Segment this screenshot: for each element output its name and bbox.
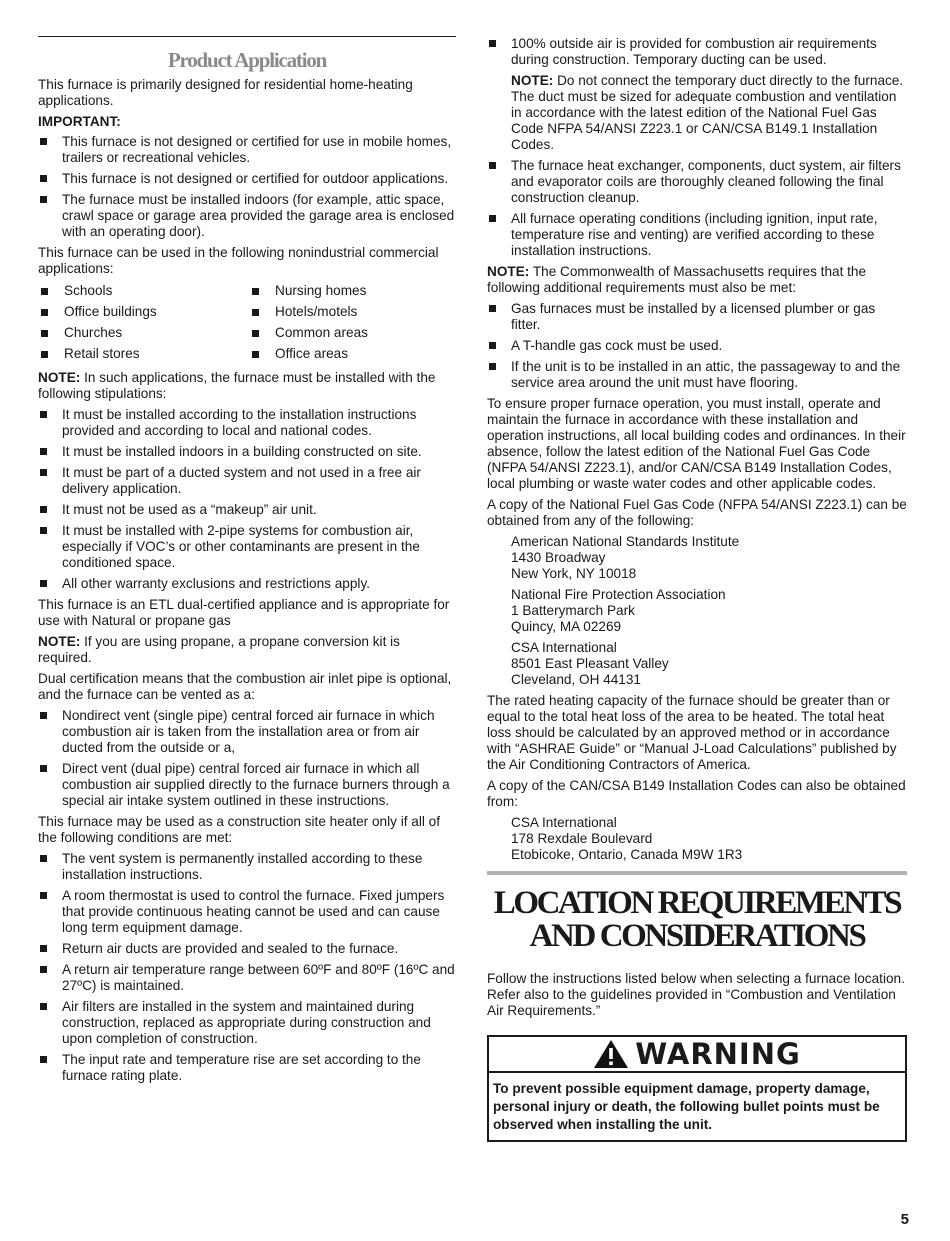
list-item: Air filters are installed in the system and maintained during construction, replaced as appropriate during construction and upon completion of construction. xyxy=(38,999,456,1047)
list-item: Office buildings xyxy=(38,304,249,320)
list-item: Office areas xyxy=(249,346,456,362)
fuel-gas-code-paragraph: A copy of the National Fuel Gas Code (NFPA 54/ANSI Z223.1) can be obtained from any of the following: xyxy=(487,497,907,528)
warning-label: WARNING xyxy=(635,1037,801,1071)
address-nfpa: National Fire Protection Association 1 Batterymarch Park Quincy, MA 02269 xyxy=(511,587,726,634)
bullet-icon xyxy=(41,288,48,295)
intro-paragraph: This furnace is primarily designed for residential home-heating applications. xyxy=(38,77,413,108)
bullet-icon xyxy=(40,506,47,513)
list-item: It must be installed with 2-pipe systems for combustion air, especially if VOC’s or other contaminants are present in the conditioned space. xyxy=(38,523,456,571)
bullet-icon xyxy=(252,288,259,295)
list-item: It must be part of a ducted system and not used in a free air delivery application. xyxy=(38,465,456,497)
commercial-applications-grid xyxy=(38,283,456,362)
important-list xyxy=(38,134,456,240)
list-item: The furnace must be installed indoors (for example, attic space, crawl space or garage area provided the garage area is enclosed with an operating door). xyxy=(38,192,456,240)
list-item: All other warranty exclusions and restrictions apply. xyxy=(38,576,456,592)
bullet-icon xyxy=(489,162,496,169)
warning-text: To prevent possible equipment damage, property damage, personal injury or death, the following bullet points must be observed when installing the unit. xyxy=(493,1081,880,1132)
list-item: If the unit is to be installed in an attic, the passageway to and the service area around the unit must have flooring. xyxy=(487,359,907,391)
list-item: The vent system is permanently installed according to these installation instructions. xyxy=(38,851,456,883)
list-item: The input rate and temperature rise are set according to the furnace rating plate. xyxy=(38,1052,456,1084)
list-item: Churches xyxy=(38,325,249,341)
bullet-icon xyxy=(40,1056,47,1063)
bullet-icon xyxy=(40,712,47,719)
bullet-icon xyxy=(252,351,259,358)
bullet-icon xyxy=(489,305,496,312)
massachusetts-list xyxy=(487,301,907,391)
list-item: Return air ducts are provided and sealed to the furnace. xyxy=(38,941,456,957)
address-ansi: American National Standards Institute 1430 Broadway New York, NY 10018 xyxy=(511,534,740,581)
list-item: Hotels/motels xyxy=(249,304,456,320)
construction-site-paragraph: This furnace may be used as a construction site heater only if all of the following conditions are met: xyxy=(38,814,440,845)
bullet-icon xyxy=(489,40,496,47)
location-requirements-title: LOCATION REQUIREMENTS AND CONSIDERATIONS xyxy=(493,885,901,954)
follow-instructions-paragraph: Follow the instructions listed below when selecting a furnace location. Refer also to the guidelines provided in “Combustion and Ventilation Air Requirements.” xyxy=(487,971,905,1018)
important-label: IMPORTANT: xyxy=(38,114,121,129)
note-propane: NOTE: If you are using propane, a propane conversion kit is required. xyxy=(38,634,400,665)
list-item: It must not be used as a “makeup” air unit. xyxy=(38,502,456,518)
stipulations-list xyxy=(38,407,456,592)
list-item: The furnace heat exchanger, components, duct system, air filters and evaporator coils are thoroughly cleaned following the final construction cleanup. xyxy=(487,158,907,206)
bullet-icon xyxy=(40,1003,47,1010)
list-item: Nursing homes xyxy=(249,283,456,299)
proper-operation-paragraph: To ensure proper furnace operation, you must install, operate and maintain the furnace in accordance with these installation and operation instructions, all local building codes and ordinances. In their absence, follow the latest edition of the National Fuel Gas Code (NFPA 54/ANSI Z223.1), and/or CAN/CSA B149 Installation Codes, local plumbing or waste water codes and other applicable codes. xyxy=(487,396,906,491)
bullet-icon xyxy=(40,945,47,952)
bullet-icon xyxy=(40,138,47,145)
list-item: It must be installed according to the installation instructions provided and according to local and national codes. xyxy=(38,407,456,439)
bullet-icon xyxy=(40,448,47,455)
list-item: Gas furnaces must be installed by a licensed plumber or gas fitter. xyxy=(487,301,907,333)
bullet-icon xyxy=(489,363,496,370)
csa-copy-paragraph: A copy of the CAN/CSA B149 Installation Codes can also be obtained from: xyxy=(487,778,906,809)
commercial-intro: This furnace can be used in the following nonindustrial commercial applications: xyxy=(38,245,439,276)
list-item: It must be installed indoors in a building constructed on site. xyxy=(38,444,456,460)
list-item: This furnace is not designed or certified for outdoor applications. xyxy=(38,171,456,187)
top-rule xyxy=(38,36,456,37)
list-item: Retail stores xyxy=(38,346,249,362)
section-divider xyxy=(487,871,907,875)
construction-conditions-list xyxy=(38,851,456,1084)
bullet-icon xyxy=(40,765,47,772)
cleanup-list xyxy=(487,158,907,259)
heating-capacity-paragraph: The rated heating capacity of the furnace should be greater than or equal to the total heat loss of the area to be heated. The total heat loss should be calculated by an approved method or in accordance with “ASHRAE Guide” or “Manual J-Load Calculations” published by the Air Conditioning Contractors of America. xyxy=(487,693,897,772)
bullet-icon xyxy=(41,309,48,316)
list-item: Nondirect vent (single pipe) central forced air furnace in which combustion air is taken from the installation area or from air ducted from the outside or a, xyxy=(38,708,456,756)
list-item: A room thermostat is used to control the furnace. Fixed jumpers that provide continuous heating cannot be used and can cause long term equipment damage. xyxy=(38,888,456,936)
note-stipulations: NOTE: In such applications, the furnace must be installed with the following stipulations: xyxy=(38,370,436,401)
list-item: This furnace is not designed or certified for use in mobile homes, trailers or recreational vehicles. xyxy=(38,134,456,166)
bullet-icon xyxy=(40,411,47,418)
left-column xyxy=(38,36,456,1089)
bullet-icon xyxy=(40,527,47,534)
bullet-icon xyxy=(489,215,496,222)
warning-triangle-icon xyxy=(593,1039,629,1069)
bullet-icon xyxy=(40,855,47,862)
bullet-icon xyxy=(252,309,259,316)
bullet-icon xyxy=(40,175,47,182)
list-item: Direct vent (dual pipe) central forced air furnace in which all combustion air supplied directly to the furnace burners through a special air intake system outlined in these instructions. xyxy=(38,761,456,809)
bullet-icon xyxy=(40,469,47,476)
right-column xyxy=(487,36,907,1142)
bullet-icon xyxy=(40,196,47,203)
address-csa-etobicoke: CSA International 178 Rexdale Boulevard Etobicoke, Ontario, Canada M9W 1R3 xyxy=(511,815,743,862)
bullet-icon xyxy=(252,330,259,337)
temporary-duct-note: NOTE: Do not connect the temporary duct directly to the furnace. The duct must be sized for adequate combustion and ventilation in accordance with the latest edition of the National Fuel Gas Code NFPA 54/ANSI Z223.1 or CAN/CSA B149.1 Installation Codes. xyxy=(511,73,904,152)
bullet-icon xyxy=(41,351,48,358)
bullet-icon xyxy=(41,330,48,337)
list-item: All furnace operating conditions (including ignition, input rate, temperature rise and venting) are verified according to these installation instructions. xyxy=(487,211,907,259)
continued-list xyxy=(487,36,907,68)
list-item: Schools xyxy=(38,283,249,299)
product-application-heading: Product Application xyxy=(167,48,327,72)
bullet-icon xyxy=(489,342,496,349)
etl-paragraph: This furnace is an ETL dual-certified appliance and is appropriate for use with Natural or propane gas xyxy=(38,597,450,628)
warning-box xyxy=(487,1035,907,1142)
bullet-icon xyxy=(40,892,47,899)
list-item: Common areas xyxy=(249,325,456,341)
list-item: 100% outside air is provided for combustion air requirements during construction. Temporary ducting can be used. xyxy=(487,36,907,68)
dual-certification-paragraph: Dual certification means that the combustion air inlet pipe is optional, and the furnace can be vented as a: xyxy=(38,671,452,702)
list-item: A return air temperature range between 60ºF and 80ºF (16ºC and 27ºC) is maintained. xyxy=(38,962,456,994)
bullet-icon xyxy=(40,966,47,973)
list-item: A T-handle gas cock must be used. xyxy=(487,338,907,354)
warning-header xyxy=(489,1037,905,1073)
bullet-icon xyxy=(40,580,47,587)
page-number: 5 xyxy=(900,1211,909,1228)
vent-list xyxy=(38,708,456,809)
massachusetts-note: NOTE: The Commonwealth of Massachusetts requires that the following additional requirements must also be met: xyxy=(487,264,867,295)
address-csa-cleveland: CSA International 8501 East Pleasant Valley Cleveland, OH 44131 xyxy=(511,640,669,687)
